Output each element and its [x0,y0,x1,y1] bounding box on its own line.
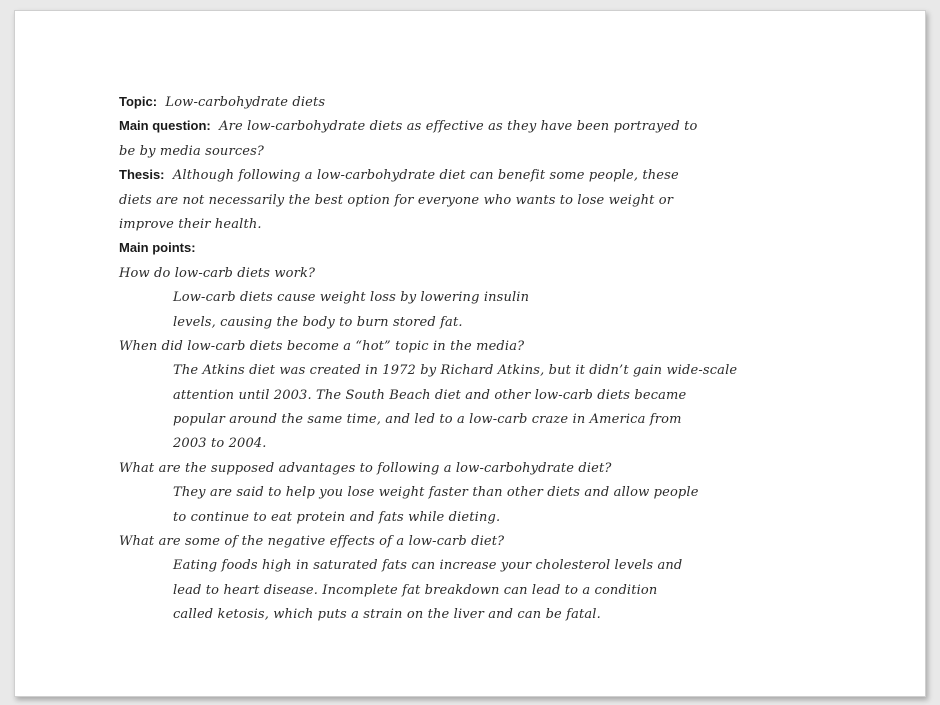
essay-outline [119,90,879,627]
main-point-question [119,334,879,358]
main-point-answer [119,578,879,602]
main-question-text: Are low-carbohydrate diets as effective as they have been portrayed to [219,119,698,135]
main-question-line [119,114,879,138]
main-points-heading-line [119,236,879,260]
topic-label: Topic: [119,94,158,109]
main-point-answer [119,602,879,626]
main-point-question [119,456,879,480]
thesis-text: improve their health. [119,216,262,232]
main-point-answer [119,505,879,529]
thesis-line [119,163,879,187]
main-point-answer-text: They are said to help you lose weight faster than other diets and allow people [173,485,699,501]
main-question-line [119,139,879,163]
thesis-line [119,188,879,212]
main-point-answer [119,383,879,407]
thesis-text: diets are not necessarily the best option for everyone who wants to lose weight or [119,192,674,208]
main-point-answer [119,431,879,455]
main-point-answer [119,285,879,309]
main-point-answer [119,407,879,431]
main-point-answer-text: attention until 2003. The South Beach diet and other low-carb diets became [173,387,687,403]
main-point-answer-text: to continue to eat protein and fats while dieting. [173,509,501,525]
main-points-label: Main points: [119,240,196,256]
main-point-answer [119,480,879,504]
main-point-answer-text: called ketosis, which puts a strain on the liver and can be fatal. [173,607,601,623]
thesis-line [119,212,879,236]
main-point-answer-text: Low-carb diets cause weight loss by lowering insulin [173,290,530,306]
main-point-question [119,261,879,285]
main-point-question-text: What are some of the negative effects of a low-carb diet? [119,534,505,550]
topic-line [119,90,879,114]
main-point-question [119,529,879,553]
main-point-answer-text: lead to heart disease. Incomplete fat breakdown can lead to a condition [173,582,658,598]
main-question-text: be by media sources? [119,143,265,159]
thesis-label: Thesis: [119,167,165,183]
main-question-label: Main question: [119,118,211,134]
main-point-answer-text: levels, causing the body to burn stored fat. [173,314,463,330]
main-point-answer-text: The Atkins diet was created in 1972 by Richard Atkins, but it didn’t gain wide-scale [173,363,738,379]
main-point-answer [119,553,879,577]
main-point-answer [119,310,879,334]
document-page [14,10,926,697]
main-point-question-text: What are the supposed advantages to following a low-carbohydrate diet? [119,460,612,476]
topic-value: Low-carbohydrate diets [165,95,326,110]
main-point-question-text: How do low-carb diets work? [119,265,316,281]
main-point-answer [119,358,879,382]
main-point-answer-text: popular around the same time, and led to a low-carb craze in America from [173,412,682,428]
main-point-question-text: When did low-carb diets become a “hot” topic in the media? [119,338,525,354]
main-point-answer-text: 2003 to 2004. [173,436,267,452]
thesis-text: Although following a low-carbohydrate diet can benefit some people, these [172,168,679,184]
main-point-answer-text: Eating foods high in saturated fats can increase your cholesterol levels and [173,558,683,574]
